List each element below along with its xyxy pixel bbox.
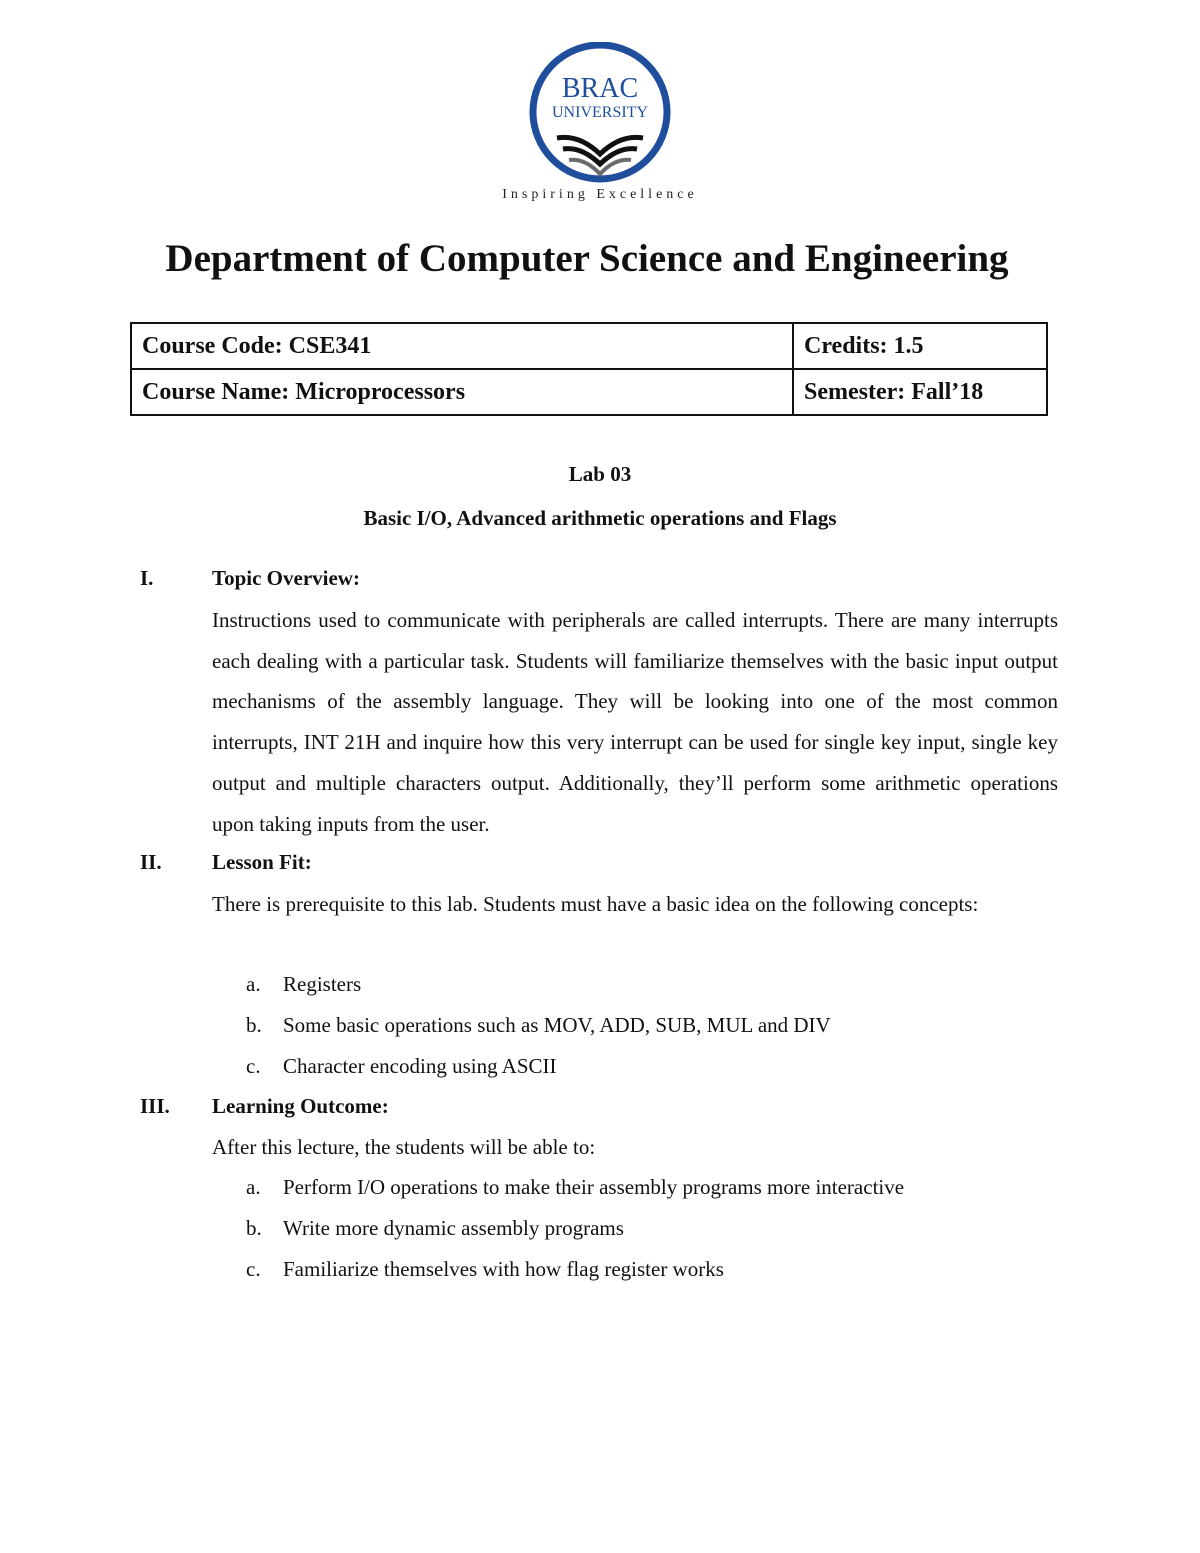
list-item: Some basic operations such as MOV, ADD, SUB, MUL and DIV [283,1013,831,1037]
section-heading: Lesson Fit: [212,850,312,874]
section-paragraph: There is prerequisite to this lab. Students must have a basic idea on the following concepts: [212,892,979,916]
section-number: II. [140,850,162,874]
list-item-letter: c. [246,1257,261,1281]
list-item: Familiarize themselves with how flag register works [283,1257,724,1281]
logo-name-line2: UNIVERSITY [552,104,648,121]
list-item: Write more dynamic assembly programs [283,1216,624,1240]
logo-tagline: Inspiring Excellence [502,187,698,202]
section-heading: Learning Outcome: [212,1094,389,1118]
section-paragraph: Instructions used to communicate with peripherals are called interrupts. There are many interrupts each dealing with a particular task. Students will familiarize themselves with the basic input output mechanisms of the assembly language. They will be looking into one of the most common interrupts, INT 21H and inquire how this very interrupt can be used for single key input, single key output and multiple characters output. Additionally, they’ll perform some arithmetic operations upon taking inputs from the user. [212,608,1058,836]
list-item-letter: b. [246,1013,262,1037]
credits-cell: Credits: 1.5 [793,323,1047,369]
logo-name-line1: BRAC [561,73,639,104]
table-row [131,369,1047,415]
list-item: Perform I/O operations to make their assembly programs more interactive [283,1175,905,1199]
course-code-cell: Course Code: CSE341 [131,323,793,369]
course-info-table [130,322,1048,416]
list-item-letter: b. [246,1216,262,1240]
list-item: Registers [283,972,362,996]
semester-cell: Semester: Fall’18 [793,369,1047,415]
section-number: III. [140,1094,170,1118]
list-item: Character encoding using ASCII [283,1054,557,1078]
section-heading: Topic Overview: [212,566,360,590]
list-item-letter: a. [246,972,261,996]
list-item-letter: a. [246,1175,261,1199]
table-row [131,323,1047,369]
section-paragraph: After this lecture, the students will be able to: [212,1135,596,1159]
list-item-letter: c. [246,1054,261,1078]
lab-subtitle: Basic I/O, Advanced arithmetic operations and Flags [363,506,837,530]
section-number: I. [140,566,154,590]
lab-title: Lab 03 [568,462,632,486]
department-title: Department of Computer Science and Engineering [165,237,1009,280]
course-name-cell: Course Name: Microprocessors [131,369,793,415]
